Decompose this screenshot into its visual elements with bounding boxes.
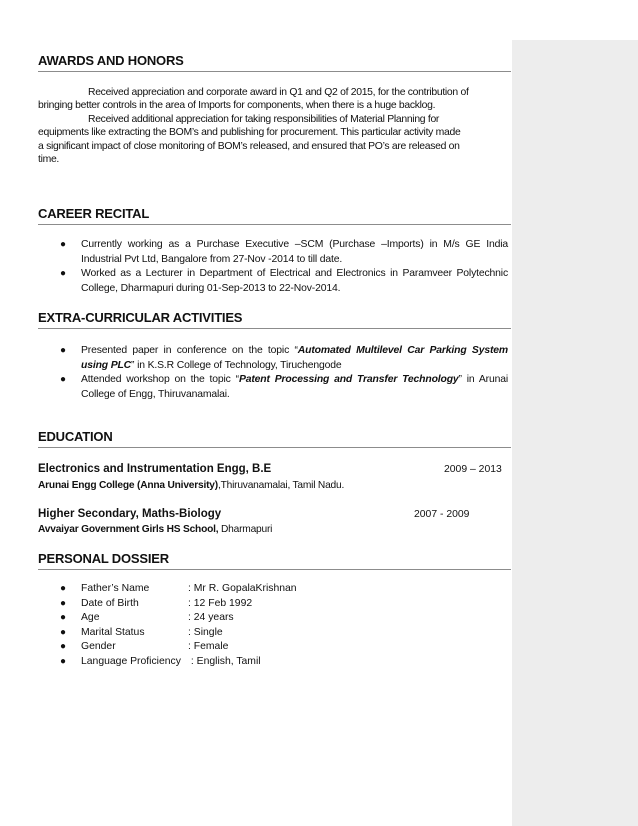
list-item (38, 597, 508, 612)
comment-sidebar (512, 40, 638, 826)
bullet-icon: ● (60, 345, 66, 356)
extra-item-topic: Automated Multilevel Car Parking System using PLC (81, 345, 508, 371)
list-item (38, 626, 508, 641)
extra-item-text: Presented paper in conference on the topic “ (81, 345, 298, 356)
bullet-icon: ● (60, 626, 67, 638)
bullet-icon: ● (60, 268, 66, 279)
personal-value: : Single (188, 626, 223, 638)
institution-location: Dharmapuri (218, 524, 273, 535)
personal-list (38, 582, 508, 670)
awards-paragraph (38, 86, 508, 166)
list-item (38, 655, 508, 670)
career-item-text: Worked as a Lecturer in Department of Electrical and Electronics in Paramveer Polytechnic College, Dharmapuri during 01-Sep-2013 to 22-Nov-2014. (81, 268, 508, 294)
extra-item-text: Arunai College of Engg, Thiruvanamalai. (81, 374, 509, 400)
personal-key: Father’s Name (81, 583, 150, 594)
education-institution (38, 480, 344, 491)
list-item (38, 640, 508, 655)
career-list (38, 238, 508, 296)
list-item (38, 238, 508, 267)
section-heading-awards: AWARDS AND HONORS (38, 53, 511, 72)
personal-value: : 24 years (188, 612, 234, 624)
education-dates: 2007 - 2009 (414, 509, 470, 520)
personal-key: Age (81, 612, 100, 624)
bullet-icon: ● (60, 641, 67, 653)
section-heading-career: CAREER RECITAL (38, 206, 511, 225)
personal-value: : Female (188, 641, 229, 653)
awards-line: bringing better controls in the area of Imports for components, when there is a huge backlog. (38, 100, 436, 112)
education-degree: Electronics and Instrumentation Engg, B.E (38, 463, 272, 475)
institution-location: ,Thiruvanamalai, Tamil Nadu. (217, 480, 345, 491)
personal-key: Gender (81, 641, 116, 653)
extra-item-text: Attended workshop on the topic “ (81, 374, 239, 385)
list-item (38, 267, 508, 296)
extra-item-topic: Patent Processing and Transfer Technology (238, 374, 459, 385)
personal-key: Date of Birth (81, 597, 139, 609)
education-institution (38, 524, 272, 535)
section-heading-education: EDUCATION (38, 429, 511, 448)
awards-line: a significant impact of close monitoring of BOM’s released, and ensured that PO’s are released on (38, 140, 460, 152)
awards-line: Received appreciation and corporate award in Q1 and Q2 of 2015, for the contribution of (88, 87, 469, 98)
list-item (38, 373, 508, 402)
section-heading-extra: EXTRA-CURRICULAR ACTIVITIES (38, 310, 511, 329)
extra-item-text: ” in K.S.R College of Technology, Tiruchengode (131, 359, 342, 371)
education-degree: Higher Secondary, Maths-Biology (38, 508, 222, 520)
awards-line: time. (38, 154, 60, 166)
awards-line: Received additional appreciation for taking responsibilities of Material Planning for (88, 113, 440, 125)
personal-value: : Mr R. GopalaKrishnan (188, 583, 297, 594)
section-heading-personal: PERSONAL DOSSIER (38, 551, 511, 570)
institution-name: Avvaiyar Government Girls HS School, (38, 524, 219, 535)
career-item-text: Currently working as a Purchase Executive –SCM (Purchase –Imports) in M/s GE India Industrial Pvt Ltd, Bangalore from 27-Nov -2014 to till date. (81, 239, 508, 265)
list-item (38, 344, 508, 373)
bullet-icon: ● (60, 239, 66, 250)
institution-name: Arunai Engg College (Anna University) (38, 480, 218, 491)
education-dates: 2009 – 2013 (444, 464, 502, 475)
bullet-icon: ● (60, 655, 67, 667)
awards-line: equipments like extracting the BOM’s and publishing for procurement. This particular activity made (38, 127, 461, 139)
personal-value: : English, Tamil (188, 655, 261, 667)
bullet-icon: ● (60, 612, 67, 624)
personal-key: Marital Status (81, 626, 145, 638)
bullet-icon: ● (60, 583, 67, 594)
bullet-icon: ● (60, 374, 66, 385)
bullet-icon: ● (60, 597, 67, 609)
list-item (38, 611, 508, 626)
extra-item-text: ” in (458, 374, 479, 385)
list-item (38, 582, 508, 597)
personal-value: : 12 Feb 1992 (188, 597, 253, 609)
extra-list (38, 344, 508, 402)
personal-key: Language Proficiency (81, 655, 181, 667)
